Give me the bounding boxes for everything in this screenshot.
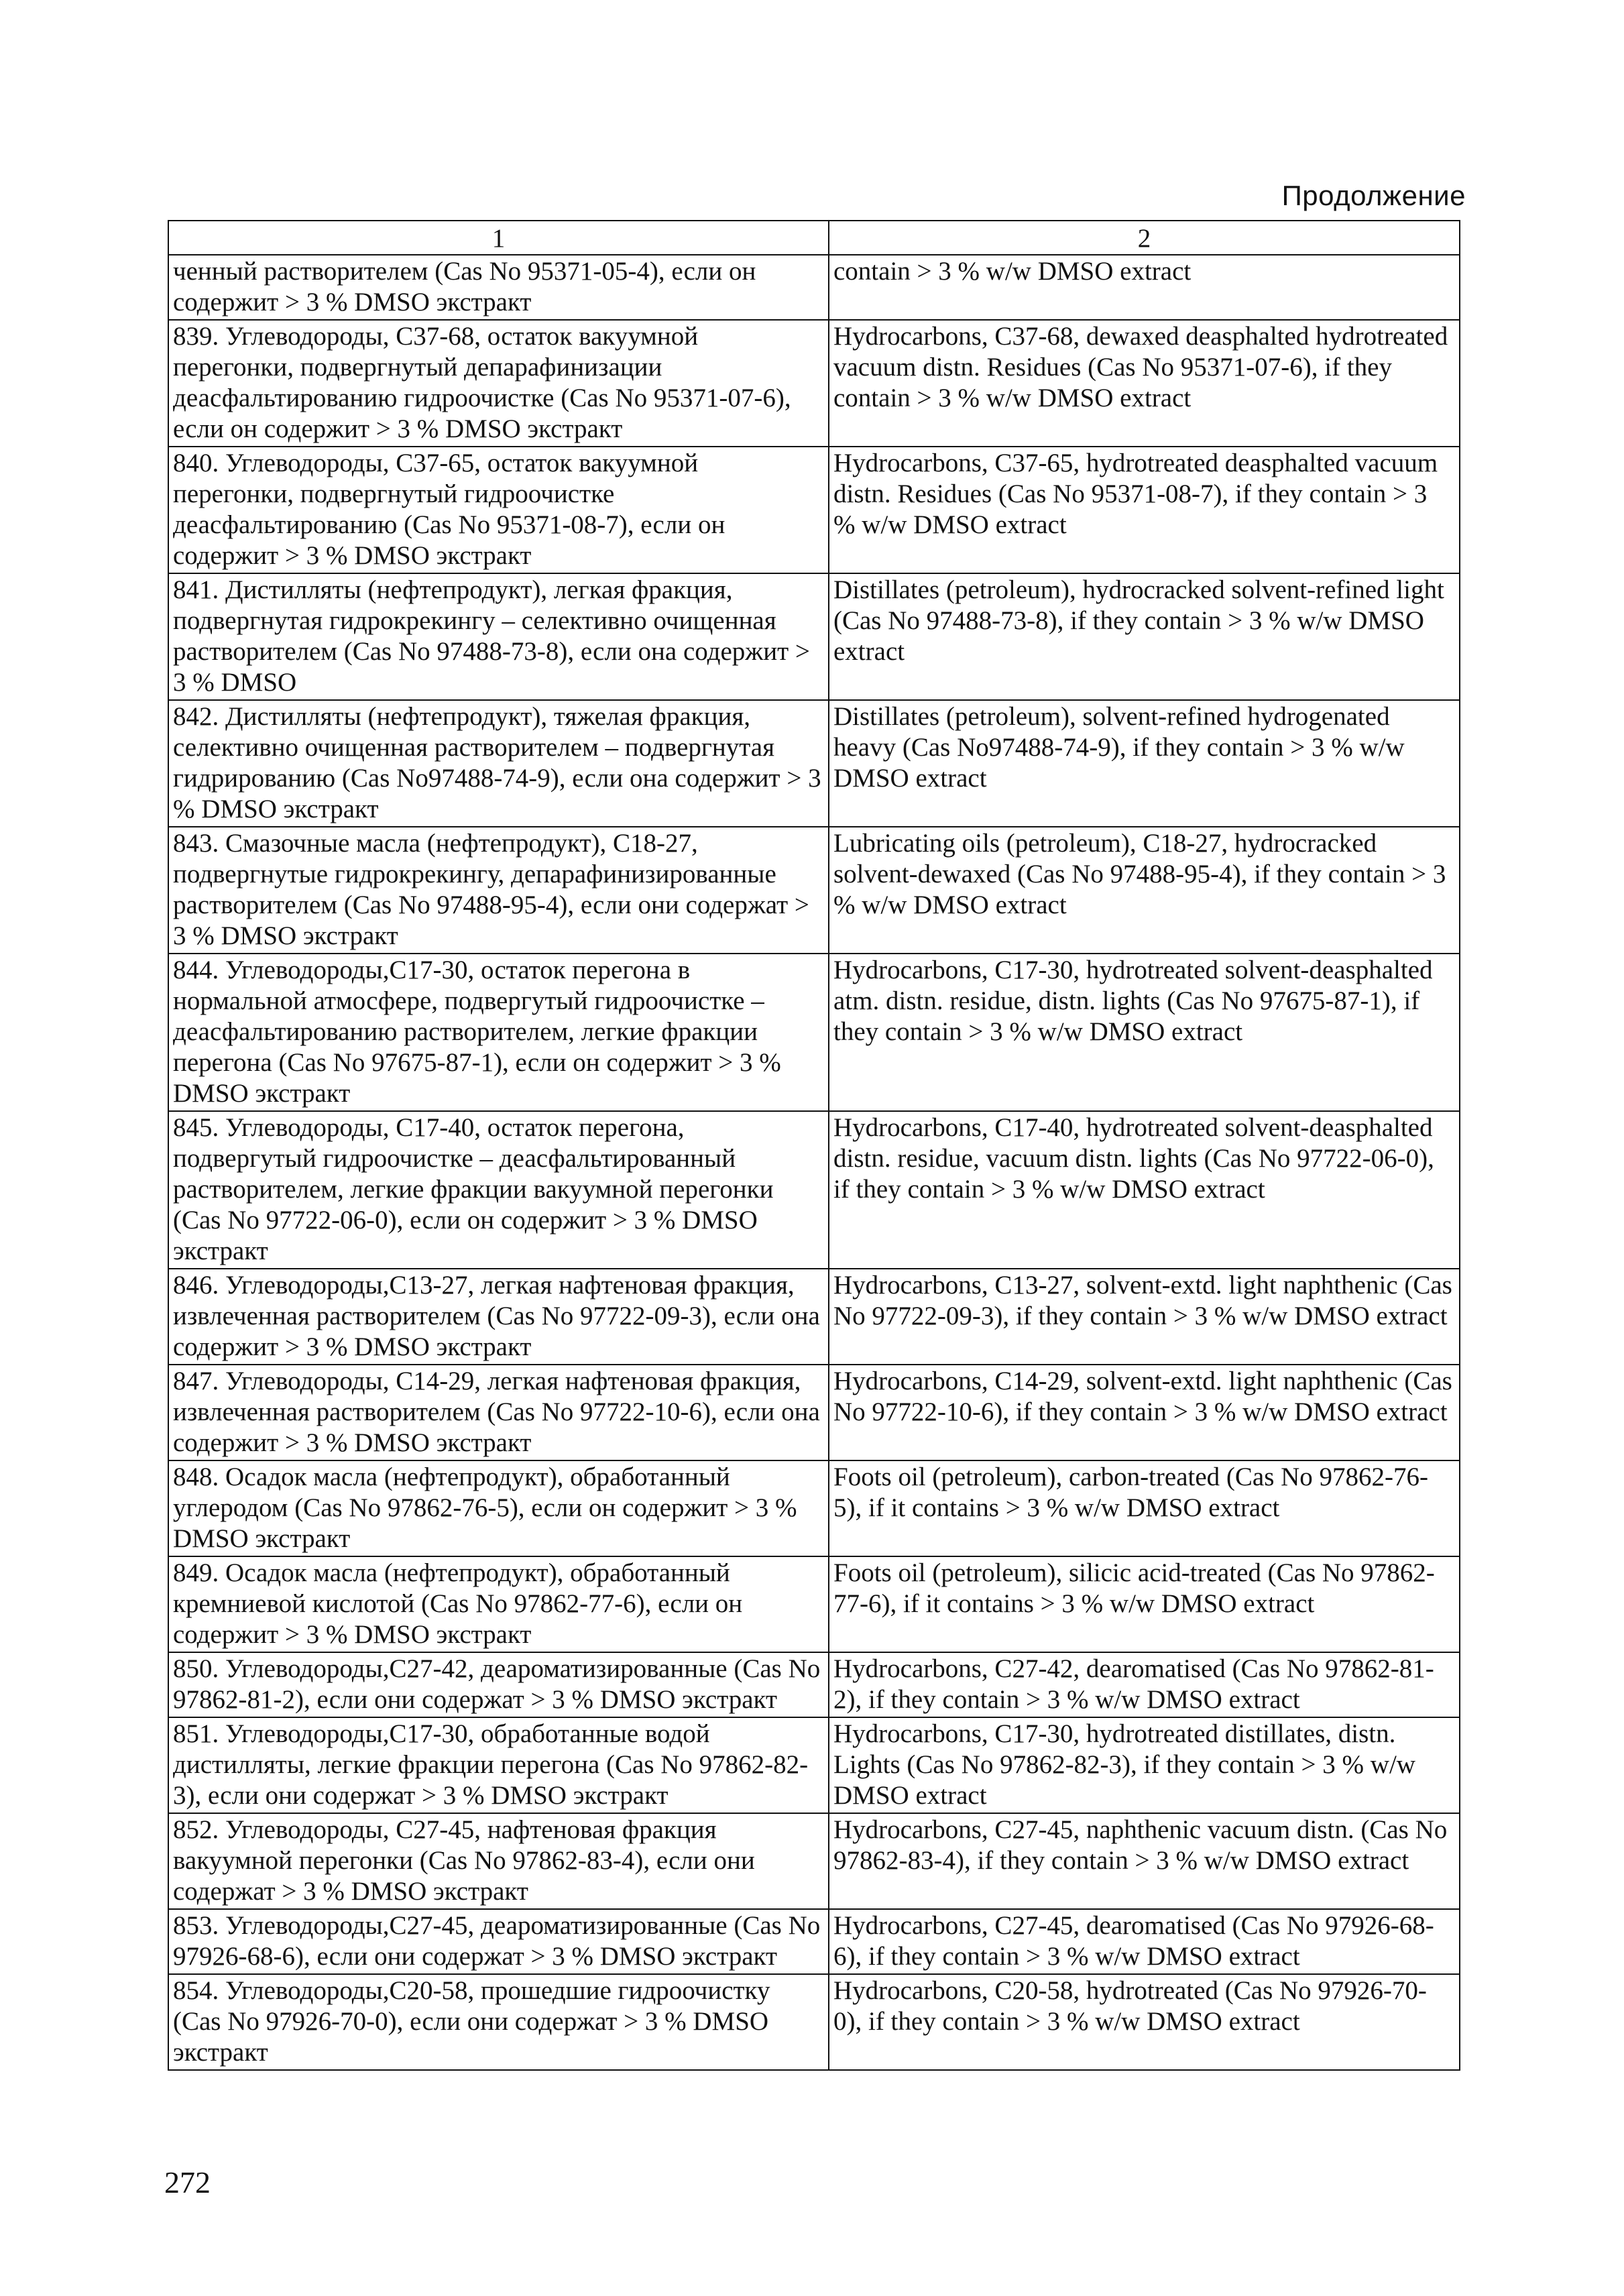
cell-russian: 848. Осадок масла (нефтепродукт), обработанный углеродом (Cas No 97862-76-5), если он содержит > 3 % DMSO экстракт	[168, 1460, 829, 1556]
cell-english: Lubricating oils (petroleum), C18-27, hydrocracked solvent-dewaxed (Cas No 97488-95-4), if they contain > 3 % w/w DMSO extract	[829, 827, 1460, 954]
column-header-2: 2	[829, 221, 1460, 255]
cell-russian: ченный растворителем (Cas No 95371-05-4), если он содержит > 3 % DMSO экстракт	[168, 255, 829, 320]
cell-english: Hydrocarbons, C14-29, solvent-extd. light naphthenic (Cas No 97722-10-6), if they contain > 3 % w/w DMSO extract	[829, 1365, 1460, 1460]
table-row	[168, 1813, 1460, 1909]
cell-english: Hydrocarbons, C27-45, naphthenic vacuum distn. (Cas No 97862-83-4), if they contain > 3 % w/w DMSO extract	[829, 1813, 1460, 1909]
table-row	[168, 1974, 1460, 2070]
cell-russian: 853. Углеводороды,C27-45, деароматизированные (Cas No 97926-68-6), если они содержат > 3 % DMSO экстракт	[168, 1909, 829, 1974]
cell-russian: 841. Дистилляты (нефтепродукт), легкая фракция, подвергнутая гидрокрекингу – селективно очищенная растворителем (Cas No 97488-73-8), если она содержит > 3 % DMSO	[168, 573, 829, 700]
cell-english: Hydrocarbons, C37-65, hydrotreated deasphalted vacuum distn. Residues (Cas No 95371-08-7), if they contain > 3 % w/w DMSO extract	[829, 447, 1460, 573]
cell-russian: 854. Углеводороды,C20-58, прошедшие гидроочистку (Cas No 97926-70-0), если они содержат > 3 % DMSO экстракт	[168, 1974, 829, 2070]
cell-english: Foots oil (petroleum), silicic acid-treated (Cas No 97862-77-6), if it contains > 3 % w/w DMSO extract	[829, 1556, 1460, 1652]
table-row	[168, 1909, 1460, 1974]
cell-russian: 849. Осадок масла (нефтепродукт), обработанный кремниевой кислотой (Cas No 97862-77-6), если он содержит > 3 % DMSO экстракт	[168, 1556, 829, 1652]
continuation-label: Продолжение	[1281, 180, 1466, 211]
table-row	[168, 954, 1460, 1111]
table-row	[168, 1460, 1460, 1556]
cell-english: contain > 3 % w/w DMSO extract	[829, 255, 1460, 320]
table-row	[168, 447, 1460, 573]
table-row	[168, 1652, 1460, 1717]
cell-russian: 847. Углеводороды, C14-29, легкая нафтеновая фракция, извлеченная растворителем (Cas No 97722-10-6), если она содержит > 3 % DMSO экстракт	[168, 1365, 829, 1460]
table-row	[168, 1111, 1460, 1269]
substances-table	[168, 220, 1460, 2071]
cell-english: Distillates (petroleum), hydrocracked solvent-refined light (Cas No 97488-73-8), if they contain > 3 % w/w DMSO extract	[829, 573, 1460, 700]
cell-russian: 846. Углеводороды,C13-27, легкая нафтеновая фракция, извлеченная растворителем (Cas No 97722-09-3), если она содержит > 3 % DMSO экстракт	[168, 1269, 829, 1365]
table-row	[168, 1365, 1460, 1460]
cell-english: Hydrocarbons, C13-27, solvent-extd. light naphthenic (Cas No 97722-09-3), if they contain > 3 % w/w DMSO extract	[829, 1269, 1460, 1365]
cell-english: Foots oil (petroleum), carbon-treated (Cas No 97862-76-5), if it contains > 3 % w/w DMSO extract	[829, 1460, 1460, 1556]
cell-russian: 852. Углеводороды, C27-45, нафтеновая фракция вакуумной перегонки (Cas No 97862-83-4), если они содержат > 3 % DMSO экстракт	[168, 1813, 829, 1909]
cell-russian: 843. Смазочные масла (нефтепродукт), C18-27, подвергнутые гидрокрекингу, депарафинизированные растворителем (Cas No 97488-95-4), если они содержат > 3 % DMSO экстракт	[168, 827, 829, 954]
cell-english: Hydrocarbons, C17-30, hydrotreated solvent-deasphalted atm. distn. residue, distn. lights (Cas No 97675-87-1), if they contain > 3 % w/w DMSO extract	[829, 954, 1460, 1111]
page-number: 272	[164, 2165, 211, 2199]
cell-russian: 842. Дистилляты (нефтепродукт), тяжелая фракция, селективно очищенная растворителем – подвергнутая гидрированию (Cas No97488-74-9), если она содержит > 3 % DMSO экстракт	[168, 700, 829, 827]
cell-russian: 839. Углеводороды, C37-68, остаток вакуумной перегонки, подвергнутый депарафинизации деасфальтированию гидроочистке (Cas No 95371-07-6), если он содержит > 3 % DMSO экстракт	[168, 320, 829, 447]
table-header-row	[168, 221, 1460, 255]
table-row	[168, 320, 1460, 447]
column-header-1: 1	[168, 221, 829, 255]
cell-english: Hydrocarbons, C17-30, hydrotreated distillates, distn. Lights (Cas No 97862-82-3), if they contain > 3 % w/w DMSO extract	[829, 1717, 1460, 1813]
table-row	[168, 1269, 1460, 1365]
table-row	[168, 1717, 1460, 1813]
cell-english: Hydrocarbons, C27-42, dearomatised (Cas No 97862-81-2), if they contain > 3 % w/w DMSO extract	[829, 1652, 1460, 1717]
cell-russian: 845. Углеводороды, C17-40, остаток перегона, подвергутый гидроочистке – деасфальтированный растворителем, легкие фракции вакуумной перегонки (Cas No 97722-06-0), если он содержит > 3 % DMSO экстракт	[168, 1111, 829, 1269]
cell-russian: 851. Углеводороды,C17-30, обработанные водой дистилляты, легкие фракции перегона (Cas No 97862-82-3), если они содержат > 3 % DMSO экстракт	[168, 1717, 829, 1813]
table-row	[168, 1556, 1460, 1652]
cell-russian: 850. Углеводороды,C27-42, деароматизированные (Cas No 97862-81-2), если они содержат > 3 % DMSO экстракт	[168, 1652, 829, 1717]
cell-english: Hydrocarbons, C17-40, hydrotreated solvent-deasphalted distn. residue, vacuum distn. lights (Cas No 97722-06-0), if they contain > 3 % w/w DMSO extract	[829, 1111, 1460, 1269]
cell-english: Hydrocarbons, C37-68, dewaxed deasphalted hydrotreated vacuum distn. Residues (Cas No 95371-07-6), if they contain > 3 % w/w DMSO extract	[829, 320, 1460, 447]
table-row	[168, 573, 1460, 700]
table-row	[168, 255, 1460, 320]
table-row	[168, 827, 1460, 954]
cell-english: Hydrocarbons, C27-45, dearomatised (Cas No 97926-68-6), if they contain > 3 % w/w DMSO extract	[829, 1909, 1460, 1974]
cell-english: Hydrocarbons, C20-58, hydrotreated (Cas No 97926-70-0), if they contain > 3 % w/w DMSO extract	[829, 1974, 1460, 2070]
cell-russian: 844. Углеводороды,C17-30, остаток перегона в нормальной атмосфере, подвергутый гидроочистке – деасфальтированию растворителем, легкие фракции перегона (Cas No 97675-87-1), если он содержит > 3 % DMSO экстракт	[168, 954, 829, 1111]
table-row	[168, 700, 1460, 827]
cell-english: Distillates (petroleum), solvent-refined hydrogenated heavy (Cas No97488-74-9), if they contain > 3 % w/w DMSO extract	[829, 700, 1460, 827]
cell-russian: 840. Углеводороды, C37-65, остаток вакуумной перегонки, подвергнутый гидроочистке деасфальтированию (Cas No 95371-08-7), если он содержит > 3 % DMSO экстракт	[168, 447, 829, 573]
